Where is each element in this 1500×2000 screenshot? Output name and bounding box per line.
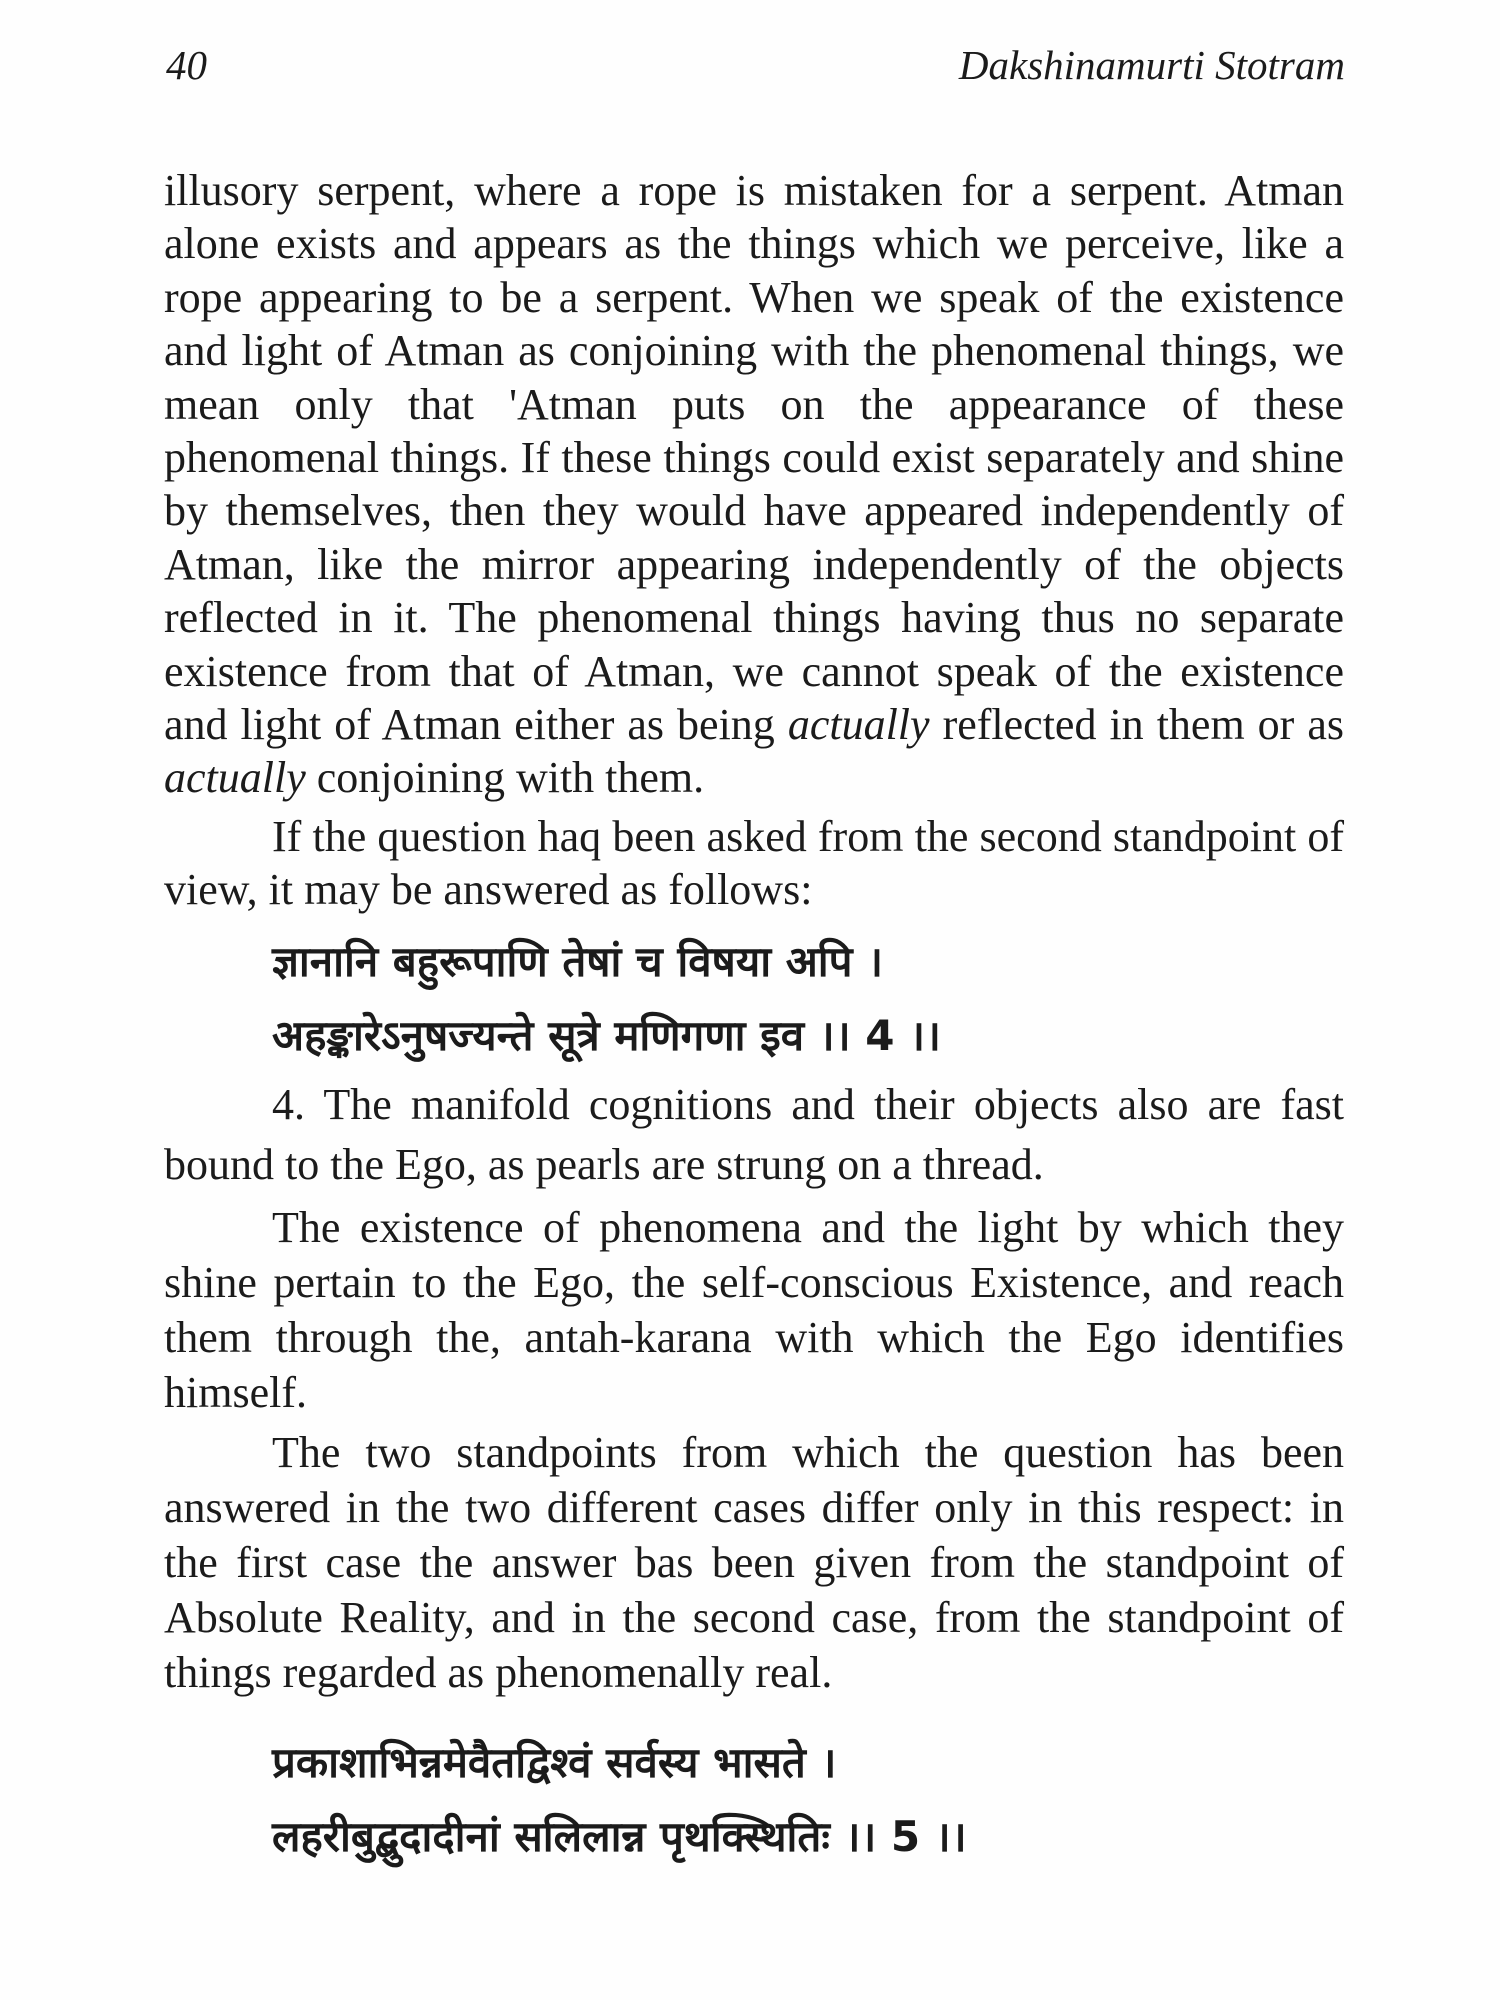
running-title: Dakshinamurti Stotram <box>958 42 1345 88</box>
running-header <box>166 40 1345 90</box>
verse-5-line-2: लहरीबुद्बुदादीनां सलिलान्न पृथक्स्थितिः ।। 5 ।। <box>272 1811 967 1861</box>
page-number: 40 <box>166 42 207 88</box>
paragraph-verse-4-translation: 4. The manifold cognitions and their objects also are fast bound to the Ego, as pearls are strung on a thread. <box>164 1079 1344 1189</box>
verse-4-line-2: अहङ्कारेऽनुषज्यन्ते सूत्रे मणिगणा इव ।। 4 ।। <box>272 1010 941 1060</box>
verse-4-line-1: ज्ञानानि बहुरूपाणि तेषां च विषया अपि । <box>272 936 884 986</box>
emphasis-actually: actually <box>787 700 930 750</box>
paragraph-atman-serpent: illusory serpent, where a rope is mistaken for a serpent. Atman alone exists and appears as the things which we perceive, like a rope appearing to be a serpent. When we speak of the existence and light of Atman as conjoining with the phenomenal things, we mean only that 'Atman puts on the appearance of these phenomenal things. If these things could exist separately and shine by themselves, then they would have appeared independently of Atman, like the mirror appearing independently of the objects reflected in it. The phenomenal things having thus no separate existence from that of Atman, we cannot speak of the existence and light of Atman either as being actually reflected in them or as actually conjoining with them. <box>164 166 1344 803</box>
sanskrit-verse-5 <box>164 1726 1344 1874</box>
paragraph-two-standpoints: The two standpoints from which the question has been answered in the two different cases differ only in this respect: in the first case the answer bas been given from the standpoint of Absolute Reality, and in the second case, from the standpoint of things regarded as phenomenally real. <box>164 1427 1344 1697</box>
emphasis-actually: actually <box>164 753 306 803</box>
paragraph-ego-existence: The existence of phenomena and the light by which they shine pertain to the Ego, the self-conscious Existence, and reach them through the, antah-karana with which the Ego identifies himself. <box>164 1202 1344 1417</box>
verse-5-line-1: प्रकाशाभिन्नमेवैतद्विश्वं सर्वस्य भासते । <box>272 1737 837 1787</box>
sanskrit-verse-4 <box>164 925 1344 1073</box>
page-body <box>164 164 1344 1874</box>
paragraph-second-standpoint: If the question haq been asked from the second standpoint of view, it may be answered as follows: <box>164 811 1344 915</box>
